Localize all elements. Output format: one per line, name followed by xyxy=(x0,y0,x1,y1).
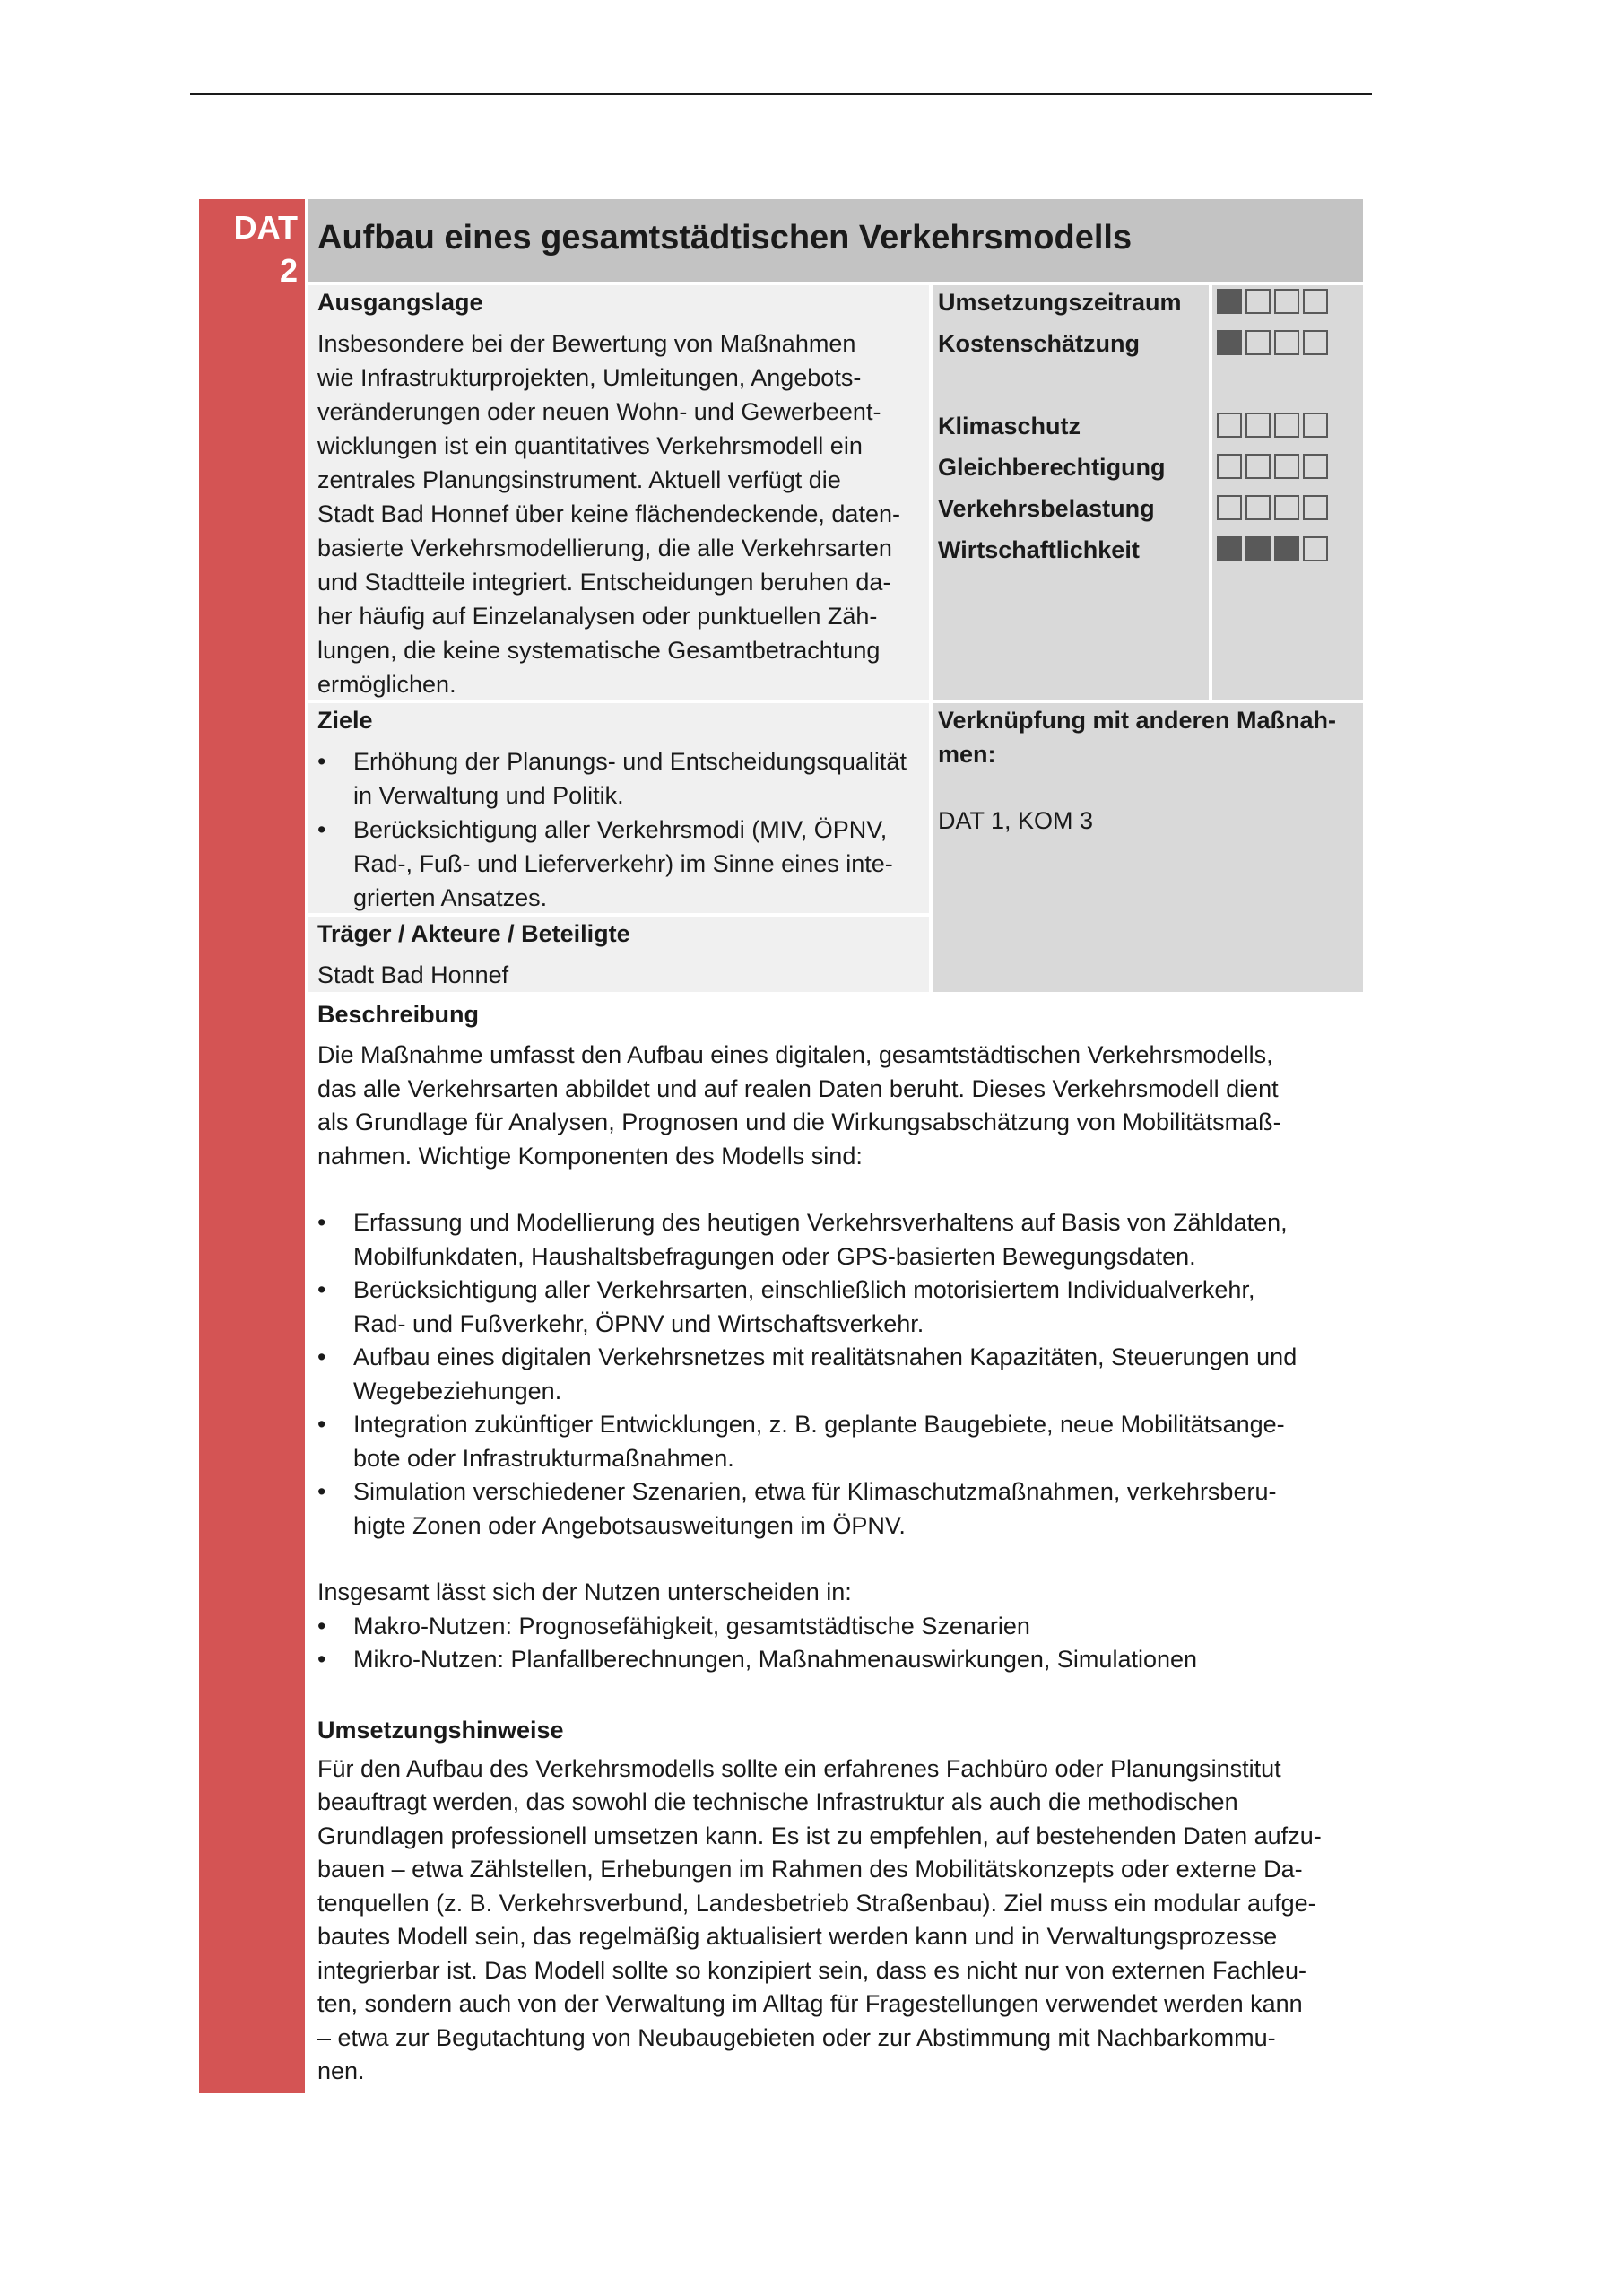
empty-square-icon xyxy=(1303,330,1328,355)
empty-square-icon xyxy=(1245,289,1271,314)
rating-label: Verkehrsbelastung xyxy=(938,495,1155,522)
text-line: Die Maßnahme umfasst den Aufbau eines digitalen, gesamtstädtischen Verkehrsmodells, xyxy=(317,1041,1273,1068)
measure-code xyxy=(234,206,298,292)
rating-label: Klimaschutz xyxy=(938,413,1081,439)
bullet-item xyxy=(317,813,907,915)
text-line: wie Infrastrukturprojekten, Umleitungen, Angebots- xyxy=(317,364,862,391)
bullet-line: in Verwaltung und Politik. xyxy=(353,782,624,809)
text-line: bauen – etwa Zählstellen, Erhebungen im Rahmen des Mobilitätskonzepts oder externe Da- xyxy=(317,1856,1303,1883)
bullet-line: Rad-, Fuß- und Lieferverkehr) im Sinne eines inte- xyxy=(353,850,893,877)
traeger-label: Träger / Akteure / Beteiligte xyxy=(317,920,630,947)
text-line: das alle Verkehrsarten abbildet und auf realen Daten beruht. Dieses Verkehrsmodell dient xyxy=(317,1074,1279,1102)
bullet-line: Berücksichtigung aller Verkehrsarten, einschließlich motorisiertem Individualverkehr, xyxy=(353,1276,1255,1303)
filled-square-icon xyxy=(1217,536,1242,561)
text-line: nen. xyxy=(317,2057,365,2084)
bullet-item xyxy=(317,1206,1367,1274)
measure-code-prefix: DAT xyxy=(233,209,298,246)
bullet-line: Wegebeziehungen. xyxy=(353,1377,562,1405)
bullet-item xyxy=(317,744,907,813)
text-line: lungen, die keine systematische Gesamtbetrachtung xyxy=(317,637,881,664)
rating-label: Kostenschätzung xyxy=(938,330,1141,357)
text-line: Für den Aufbau des Verkehrsmodells sollte ein erfahrenes Fachbüro oder Planungsinstitut xyxy=(317,1754,1281,1782)
bullet-line: Integration zukünftiger Entwicklungen, z. B. geplante Baugebiete, neue Mobilitätsange- xyxy=(353,1411,1285,1438)
rating-indicator xyxy=(1217,289,1328,316)
rating-indicator xyxy=(1217,495,1328,522)
empty-square-icon xyxy=(1217,413,1242,438)
bullet-line: Berücksichtigung aller Verkehrsmodi (MIV, ÖPNV, xyxy=(353,816,888,843)
rating-label: Gleichberechtigung xyxy=(938,454,1166,481)
ausgangslage-text xyxy=(317,326,900,701)
text-line: Grundlagen professionell umsetzen kann. Es ist zu empfehlen, auf bestehenden Daten aufzu- xyxy=(317,1822,1322,1849)
empty-square-icon xyxy=(1303,413,1328,438)
empty-square-icon xyxy=(1245,454,1271,479)
text-line: zentrales Planungsinstrument. Aktuell verfügt die xyxy=(317,466,841,493)
text-line: bautes Modell sein, das regelmäßig aktualisiert werden kann und in Verwaltungsprozesse xyxy=(317,1923,1278,1950)
beschreibung-components xyxy=(317,1206,1367,1543)
empty-square-icon xyxy=(1303,495,1328,520)
bullet-line: higte Zonen oder Angebotsausweitungen im ÖPNV. xyxy=(353,1511,906,1539)
bullet-line: Erfassung und Modellierung des heutigen Verkehrsverhaltens auf Basis von Zähldaten, xyxy=(353,1209,1288,1236)
text-line: ermöglichen. xyxy=(317,671,456,698)
empty-square-icon xyxy=(1274,454,1299,479)
bullet-line: Makro-Nutzen: Prognosefähigkeit, gesamtstädtische Szenarien xyxy=(353,1612,1030,1639)
bullet-line: Rad- und Fußverkehr, ÖPNV und Wirtschaftsverkehr. xyxy=(353,1309,924,1337)
ausgangslage-label: Ausgangslage xyxy=(317,289,483,316)
verknuepfung-label-line1: Verknüpfung mit anderen Maßnah- xyxy=(938,707,1337,734)
bullet-line: Simulation verschiedener Szenarien, etwa für Klimaschutzmaßnahmen, verkehrsberu- xyxy=(353,1478,1277,1505)
bullet-icon: • xyxy=(317,816,326,843)
bullet-icon: • xyxy=(317,1209,326,1236)
measure-code-bar xyxy=(199,199,305,2093)
verknuepfung-label xyxy=(938,703,1336,771)
text-line: – etwa zur Begutachtung von Neubaugebieten oder zur Abstimmung mit Nachbarkommu- xyxy=(317,2023,1276,2051)
filled-square-icon xyxy=(1217,289,1242,314)
empty-square-icon xyxy=(1217,495,1242,520)
text-line: Insbesondere bei der Bewertung von Maßnahmen xyxy=(317,330,856,357)
empty-square-icon xyxy=(1303,454,1328,479)
empty-square-icon xyxy=(1274,289,1299,314)
title-bar xyxy=(308,199,1363,282)
bullet-line: Mikro-Nutzen: Planfallberechnungen, Maßnahmenauswirkungen, Simulationen xyxy=(353,1646,1198,1673)
umsetzung-text xyxy=(317,1752,1367,2089)
text-line: Stadt Bad Honnef über keine flächendeckende, daten- xyxy=(317,500,900,527)
verknuepfung-value: DAT 1, KOM 3 xyxy=(938,807,1094,834)
bullet-item xyxy=(317,1274,1367,1341)
text-line: als Grundlage für Analysen, Prognosen und die Wirkungsabschätzung von Mobilitätsmaß- xyxy=(317,1109,1281,1135)
filled-square-icon xyxy=(1217,330,1242,355)
bullet-line: Aufbau eines digitalen Verkehrsnetzes mit realitätsnahen Kapazitäten, Steuerungen und xyxy=(353,1344,1298,1370)
bullet-icon: • xyxy=(317,1276,326,1303)
text-line: wicklungen ist ein quantitatives Verkehrsmodell ein xyxy=(317,432,863,459)
bullet-line: bote oder Infrastrukturmaßnahmen. xyxy=(353,1444,734,1472)
beschreibung-intro xyxy=(317,1039,1367,1173)
bullet-icon: • xyxy=(317,1411,326,1438)
nutzen-intro: Insgesamt lässt sich der Nutzen unterscheiden in: xyxy=(317,1578,852,1605)
beschreibung-label: Beschreibung xyxy=(317,1001,480,1028)
empty-square-icon xyxy=(1245,330,1271,355)
text-line: basierte Verkehrsmodellierung, die alle Verkehrsarten xyxy=(317,535,892,561)
empty-square-icon xyxy=(1303,536,1328,561)
empty-square-icon xyxy=(1217,454,1242,479)
filled-square-icon xyxy=(1245,536,1271,561)
bullet-item xyxy=(317,1475,1367,1543)
traeger-value: Stadt Bad Honnef xyxy=(317,961,509,988)
filled-square-icon xyxy=(1274,536,1299,561)
text-line: und Stadtteile integriert. Entscheidungen beruhen da- xyxy=(317,569,891,596)
text-line: veränderungen oder neuen Wohn- und Gewerbeent- xyxy=(317,398,881,425)
bullet-line: Mobilfunkdaten, Haushaltsbefragungen oder GPS-basierten Bewegungsdaten. xyxy=(353,1242,1196,1270)
bullet-icon: • xyxy=(317,1646,326,1673)
beschreibung-section xyxy=(317,997,1367,2089)
ratings-label-cell xyxy=(933,285,1209,700)
bullet-line: Erhöhung der Planungs- und Entscheidungsqualität xyxy=(353,748,907,775)
text-line: beauftragt werden, das sowohl die technische Infrastruktur als auch die methodischen xyxy=(317,1788,1238,1815)
rating-indicator xyxy=(1217,454,1328,481)
bullet-icon: • xyxy=(317,1612,326,1639)
text-line: ten, sondern auch von der Verwaltung im Alltag für Fragestellungen verwendet werden kann xyxy=(317,1990,1303,2017)
bullet-item xyxy=(317,1341,1367,1408)
bullet-icon: • xyxy=(317,1478,326,1505)
bullet-line: grierten Ansatzes. xyxy=(353,884,548,911)
empty-square-icon xyxy=(1274,495,1299,520)
rating-indicator xyxy=(1217,413,1328,439)
ziele-label: Ziele xyxy=(317,707,373,734)
empty-square-icon xyxy=(1274,413,1299,438)
rating-label: Wirtschaftlichkeit xyxy=(938,536,1140,563)
bullet-item xyxy=(317,1408,1367,1475)
rating-label: Umsetzungszeitraum xyxy=(938,289,1182,316)
text-line: tenquellen (z. B. Verkehrsverbund, Landesbetrieb Straßenbau). Ziel muss ein modular aufge- xyxy=(317,1889,1316,1917)
empty-square-icon xyxy=(1274,330,1299,355)
empty-square-icon xyxy=(1245,413,1271,438)
rating-indicator xyxy=(1217,330,1328,357)
header-rule xyxy=(190,93,1372,95)
bullet-icon: • xyxy=(317,1344,326,1370)
bullet-item xyxy=(317,1610,1367,1644)
rating-indicator xyxy=(1217,536,1328,563)
text-line: nahmen. Wichtige Komponenten des Modells sind: xyxy=(317,1142,863,1170)
traeger-cell xyxy=(308,917,929,992)
bullet-item xyxy=(317,1643,1367,1677)
measure-title: Aufbau eines gesamtstädtischen Verkehrsmodells xyxy=(317,219,1133,257)
empty-square-icon xyxy=(1245,495,1271,520)
nutzen-list xyxy=(317,1610,1367,1677)
verknuepfung-label-line2: men: xyxy=(938,741,996,768)
measure-code-number: 2 xyxy=(279,252,298,289)
umsetzung-label: Umsetzungshinweise xyxy=(317,1716,564,1744)
verknuepfung-cell xyxy=(933,703,1363,992)
text-line: integrierbar ist. Das Modell sollte so konzipiert sein, dass es nicht nur von externen Fachleu- xyxy=(317,1956,1307,1984)
text-line: her häufig auf Einzelanalysen oder punktuellen Zäh- xyxy=(317,603,878,630)
bullet-icon: • xyxy=(317,748,326,775)
ziele-cell xyxy=(308,703,929,913)
ausgangslage-cell xyxy=(308,285,929,700)
empty-square-icon xyxy=(1303,289,1328,314)
ziele-list xyxy=(317,744,907,915)
